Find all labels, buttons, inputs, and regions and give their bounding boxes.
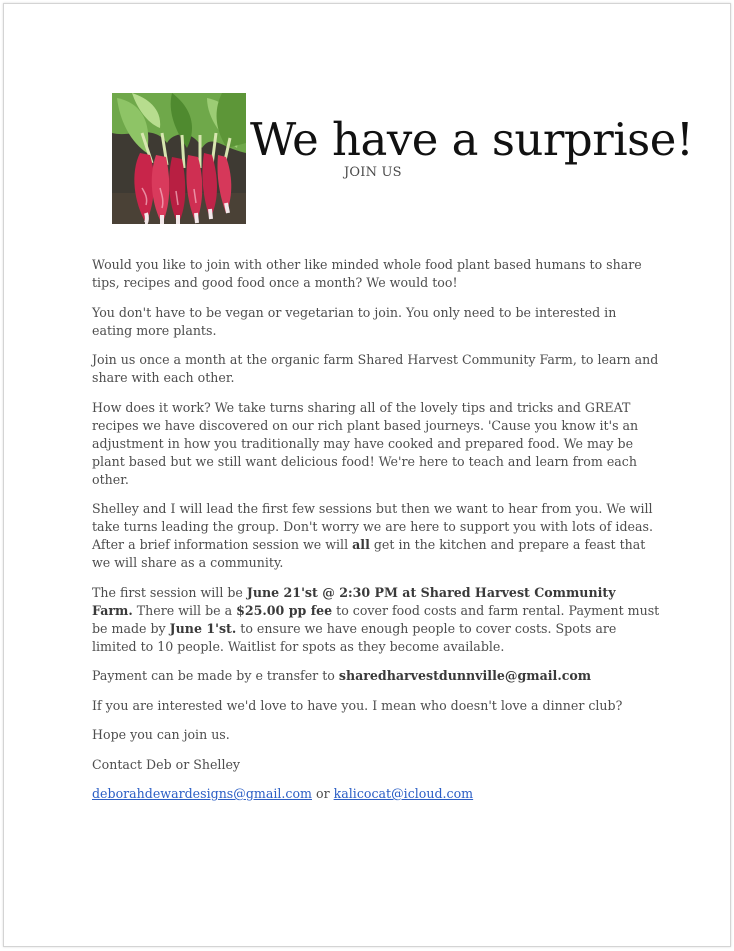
- paragraph-sessions-text-2: get in the kitchen and prepare a feast that we will share as a community.: [92, 537, 646, 570]
- paragraph-location: Join us once a month at the organic farm Shared Harvest Community Farm, to learn and share with each other.: [92, 352, 659, 385]
- radish-illustration: [112, 93, 246, 224]
- page-title: We have a surprise!: [250, 113, 694, 166]
- session-text-3: to cover food costs and farm rental. Payment must be made by: [92, 602, 660, 636]
- paragraph-intro: Would you like to join with other like minded whole food plant based humans to share tips, recipes and good food once a month? We would too!: [92, 257, 642, 290]
- page-subtitle: JOIN US: [344, 165, 402, 180]
- session-text-2: There will be a: [132, 602, 237, 618]
- payment-text: Payment can be made by e transfer to: [92, 668, 339, 683]
- paragraph-closing: Hope you can join us.: [92, 727, 230, 742]
- paragraph-first-session: [92, 584, 660, 656]
- paragraph-payment: [92, 667, 660, 685]
- document-body: [92, 256, 660, 815]
- email-link-kalicocat[interactable]: kalicocat@icloud.com: [333, 786, 474, 801]
- session-date-location: June 21'st @ 2:30 PM at Shared Harvest Community Farm.: [92, 584, 616, 618]
- contact-links: [92, 785, 660, 803]
- session-text-4: to ensure we have enough people to cover costs. Spots are limited to 10 people. Waitlist for spots as they become available.: [92, 620, 617, 654]
- contact-separator: or: [312, 786, 334, 801]
- document-page: [3, 3, 731, 947]
- email-link-deborah[interactable]: deborahdewardesigns@gmail.com: [92, 786, 313, 801]
- paragraph-sessions: [92, 500, 660, 572]
- paragraph-contact: Contact Deb or Shelley: [92, 756, 241, 772]
- paragraph-sessions-text-1: Shelley and I will lead the first few sessions but then we want to hear from you. We will take turns leading the group. Don't worry we are here to support you with lots of ideas. After a brief information session we will: [92, 501, 653, 552]
- paragraph-sessions-emphasis: all: [352, 537, 370, 552]
- payment-email: sharedharvestdunnville@gmail.com: [338, 668, 592, 683]
- paragraph-invitation: If you are interested we'd love to have you. I mean who doesn't love a dinner club?: [92, 697, 623, 713]
- paragraph-how-it-works: How does it work? We take turns sharing all of the lovely tips and tricks and GREAT recipes we have discovered on our rich plant based journeys. 'Cause you know it's an adjustment in how you traditionally may have cooked and prepared food. We may be plant based but we still want delicious food! We're here to teach and learn from each other.: [92, 399, 639, 487]
- session-fee: $25.00 pp fee: [236, 602, 333, 618]
- radish-photo: [112, 93, 246, 224]
- paragraph-eligibility: You don't have to be vegan or vegetarian to join. You only need to be interested in eating more plants.: [92, 304, 617, 338]
- session-payment-deadline: June 1'st.: [169, 620, 237, 636]
- session-text-1: The first session will be: [92, 584, 247, 600]
